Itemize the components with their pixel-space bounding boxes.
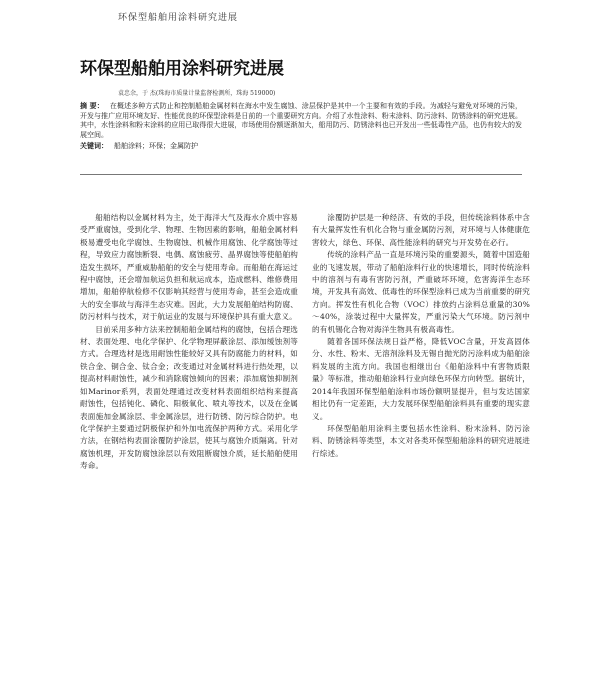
- body-paragraph: 涂覆防护层是一种经济、有效的手段，但传统涂料体系中含有大量挥发性有机化合物与重金属防污剂，对环境与人体健康危害较大，绿色、环保、高性能涂料的研究与开发势在必行。: [312, 213, 530, 247]
- body-column-left: [80, 212, 298, 473]
- author-line: 袁忠余，于 杰(珠海市质量计量监督检测所，珠海 519000): [118, 90, 276, 97]
- keywords-label: 关键词：: [80, 142, 108, 151]
- body-paragraph: 目前采用多种方法来控制船舶金属结构的腐蚀，包括合理选材、表面处理、电化学保护、化学物理屏蔽涂层、添加缓蚀剂等方式。合理选材是选用耐蚀性能较好又具有防腐能力的材料，如铁合金、铜合金、钛合金；改变通过对金属材料进行热处理，以提高材料耐蚀性，减少和消除腐蚀倾向的因素；添加腐蚀抑制剂如Marinor系列，表面处理通过改变材料表面组织结构来提高耐蚀性，包括钝化、磷化、阳极氧化、喷丸等技术，以及在金属表面施加金属涂层、非金属涂层，进行防锈、防污综合防护。电化学保护主要通过阴极保护和外加电流保护两种方式。采用化学方法，在钢结构表面涂覆防护涂层，使其与腐蚀介质隔离。针对腐蚀机理，开发防腐蚀涂层以有效阻断腐蚀介质，延长船舶使用寿命。: [80, 324, 298, 471]
- abstract-label: 摘 要：: [80, 102, 104, 110]
- keywords-text: 船舶涂料；环保；金属防护: [114, 142, 198, 151]
- body-column-right: [312, 212, 530, 460]
- body-paragraph: 随着各国环保法规日益严格，降低VOC含量，开发高固体分、水性、粉末、无溶剂涂料及无锡自抛光防污涂料成为船舶涂料发展的主流方向。我国也相继出台《船舶涂料中有害物质限量》等标准，推动船舶涂料行业向绿色环保方向转型。据统计，2014年我国环保型船舶涂料市场份额明显提升，但与发达国家相比仍有一定差距，大力发展环保型船舶涂料具有重要的现实意义。: [312, 337, 530, 421]
- section-divider: [80, 174, 522, 175]
- page-title: 环保型船舶用涂料研究进展: [80, 59, 284, 79]
- keywords: [80, 142, 522, 152]
- body-paragraph: 船舶结构以金属材料为主，处于海洋大气及海水介质中容易受严重腐蚀，受到化学、物理、生物因素的影响，船舶金属材料极易遭受电化学腐蚀、生物腐蚀、机械作用腐蚀、化学腐蚀等过程，导致应力腐蚀断裂、电偶、腐蚀疲劳、晶界腐蚀等使船舶构造发生损坏，严重威胁船舶的安全与使用寿命。而船舶在海运过程中腐蚀，还会增加航运负担和航运成本，造成燃料、维修费用增加，船舶停航检修不仅影响其经营与使用寿命，甚至会造成重大的安全事故与海洋生态灾难。因此，大力发展船舶结构防腐、防污材料与技术，对于航运业的发展与环境保护具有重大意义。: [80, 213, 298, 322]
- body-paragraph: 环保型船舶用涂料主要包括水性涂料、粉末涂料、防污涂料、防锈涂料等类型，本文对各类环保型船舶涂料的研究进展进行综述。: [312, 423, 530, 458]
- abstract-text: 在概述多种方式防止和控制船舶金属材料在海水中发生腐蚀、涂层保护是其中一个主要和有效的手段。为减轻与避免对环境的污染，开发与推广应用环境友好、性能优良的环保型涂料是日前的一个重要研究方向。介绍了水性涂料、粉末涂料、防污涂料、防锈涂料的研究进展。其中，水性涂料和粉末涂料的应用已取得很大进展，市场使用份额逐渐加大，船用防污、防锈涂料也已开发出一些低毒性产品，也仍有较大的发展空间。: [80, 102, 523, 139]
- abstract-block: [80, 102, 522, 152]
- abstract: [80, 102, 522, 140]
- body-paragraph: 传统的涂料产品一直是环境污染的重要源头，随着中国造船业的飞速发展，带动了船舶涂料行业的快速增长，同时传统涂料中的溶剂与有毒有害防污剂，严重破坏环境，危害海洋生态环境，开发具有高效、低毒性的环保型涂料已成为当前重要的研究方向。挥发性有机化合物（VOC）排放约占涂料总重量的30%～40%，涂装过程中大量挥发，严重污染大气环境。防污剂中的有机锡化合物对海洋生物具有极高毒性。: [312, 250, 530, 334]
- running-head: 环保型船舶用涂料研究进展: [118, 13, 239, 23]
